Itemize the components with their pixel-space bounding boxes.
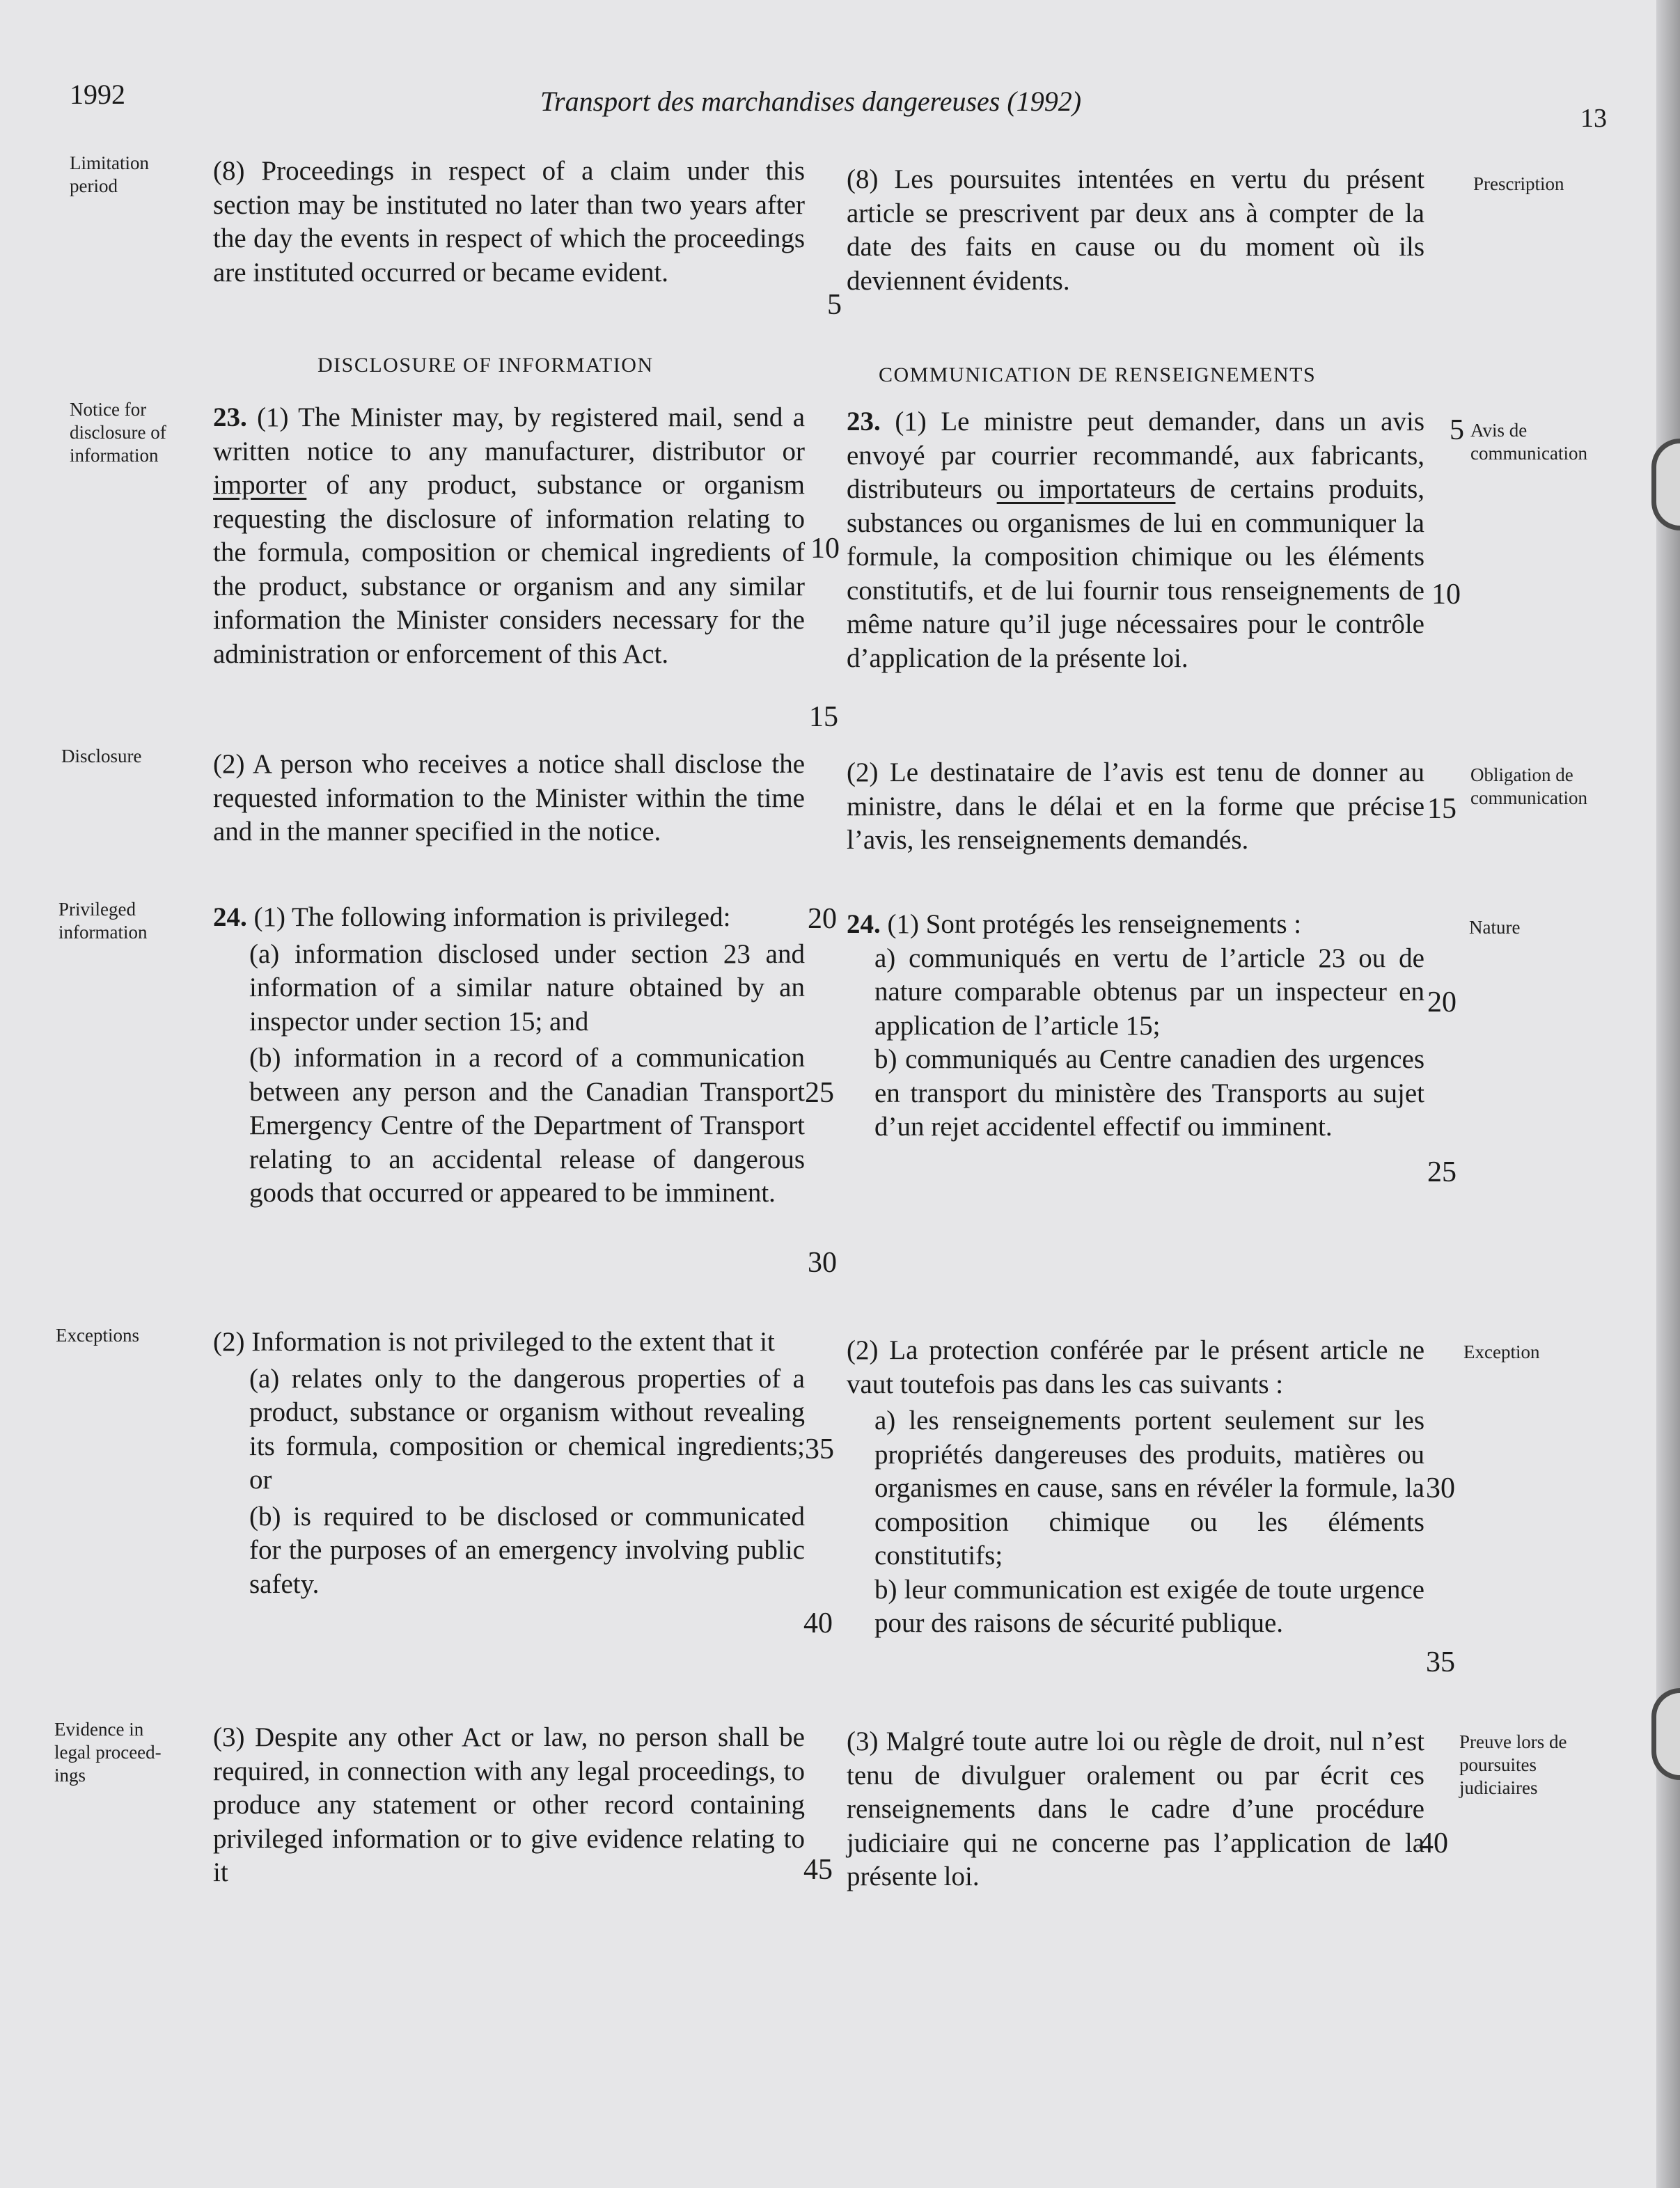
line-number-fr-30: 30 xyxy=(1426,1472,1455,1504)
fr-para-24-1-a: a) communiqués en vertu de l’article 23 ou de nature comparable obtenus par un inspecteur en application de l’article 15; xyxy=(874,943,1424,1041)
page-number: 13 xyxy=(1580,104,1607,133)
heading-communication-renseignements: COMMUNICATION DE RENSEIGNEMENTS xyxy=(879,363,1317,386)
header-title: Transport des marchandises dangereuses (1992) xyxy=(540,86,1082,117)
french-s24 xyxy=(847,908,1424,1144)
line-number-fr-5: 5 xyxy=(1450,414,1464,446)
line-number-fr-10: 10 xyxy=(1431,579,1461,611)
en-section-24-2: (2) Information is not privileged to the extent that it xyxy=(213,1327,775,1357)
margin-note-prescription: Prescription xyxy=(1473,173,1564,194)
en-section-23-number: 23. xyxy=(213,402,247,432)
page-edge xyxy=(1656,0,1680,2188)
english-s24-2 xyxy=(213,1325,805,1601)
binding-ring-lower xyxy=(1651,1688,1680,1780)
heading-disclosure-of-information: DISCLOSURE OF INFORMATION xyxy=(317,354,654,377)
french-s23 xyxy=(847,405,1424,675)
fr-subsection-8: (8) Les poursuites intentées en vertu du présent article se prescrivent par deux ans à compter de la date des faits en cause ou du moment où ils deviennent évidents. xyxy=(847,164,1424,296)
en-para-24-2-a: (a) relates only to the dangerous properties of a product, substance or organism without revealing its formula, composition or chemical ingredients; or xyxy=(249,1363,805,1495)
fr-section-23-number: 23. xyxy=(847,407,881,436)
line-number-en-35: 35 xyxy=(805,1433,834,1465)
line-number-fr-40: 40 xyxy=(1419,1827,1448,1859)
fr-para-24-2-b: b) leur communication est exigée de toute urgence pour des raisons de sécurité publique. xyxy=(874,1574,1424,1638)
french-s24-2 xyxy=(847,1334,1424,1641)
line-number-en-10: 10 xyxy=(810,533,840,565)
margin-note-limitation-period: Limitation period xyxy=(70,152,149,196)
binding-ring-upper xyxy=(1651,439,1680,530)
margin-note-obligation-communication: Obligation de communication xyxy=(1470,764,1587,808)
line-number-en-5: 5 xyxy=(827,289,842,321)
english-s23 xyxy=(213,401,805,671)
en-section-24-number: 24. xyxy=(213,902,247,932)
fr-section-24-2: (2) La protection conférée par le présent article ne vaut toutefois pas dans les cas suivants : xyxy=(847,1335,1424,1399)
line-number-en-15: 15 xyxy=(809,701,838,733)
en-para-24-1-b: (b) information in a record of a communication between any person and the Canadian Transport Emergency Centre of the Department of Transport relating to an accidental release of dangerous goods that occurred or appeared to be imminent. xyxy=(249,1043,805,1208)
margin-note-preuve: Preuve lors de poursuites judiciaires xyxy=(1459,1731,1567,1798)
margin-note-notice-disclosure: Notice for disclosure of information xyxy=(70,399,166,466)
fr-section-24-number: 24. xyxy=(847,909,881,939)
line-number-en-20: 20 xyxy=(808,903,837,935)
margin-note-privileged-information: Privileged information xyxy=(58,899,148,943)
margin-note-evidence: Evidence in legal proceed- ings xyxy=(54,1719,162,1786)
en-section-23-1: 23. (1) The Minister may, by registered mail, send a written notice to any manufacturer, distributor or importer of any product, substance or organism requesting the disclosure of information relating to the formula, composition or chemical ingredients of the product, substance or organism and any similar information the Minister considers necessary for the administration or enforcement of this Act. xyxy=(213,402,806,669)
en-subsection-8: (8) Proceedings in respect of a claim under this section may be instituted no later than two years after the day the events in respect of which the proceedings are instituted occurred or became evident. xyxy=(213,156,805,288)
line-number-fr-20: 20 xyxy=(1427,986,1457,1018)
margin-note-nature: Nature xyxy=(1469,917,1521,938)
english-s24 xyxy=(213,901,805,1211)
fr-para-24-2-a: a) les renseignements portent seulement sur les propriétés dangereuses des produits, matières ou organismes en cause, sans en révéler la formule, la composition chimique ou les éléments constitutifs; xyxy=(874,1406,1424,1571)
margin-note-exceptions: Exceptions xyxy=(56,1325,139,1346)
french-s24-3 xyxy=(847,1725,1424,1894)
en-underlined-importer: importer xyxy=(213,470,307,500)
fr-section-23-1: 23. (1) Le ministre peut demander, dans un avis envoyé par courrier recommandé, aux fabricants, distributeurs ou importateurs de certains produits, substances ou organismes de lui en communiquer la formule, la composition chimique ou les éléments constitutifs, et de lui fournir tous renseignements de même nature qu’il juge nécessaires pour le contrôle d’application de la présente loi. xyxy=(847,407,1425,673)
line-number-fr-15: 15 xyxy=(1427,793,1457,825)
header-year: 1992 xyxy=(70,79,125,110)
en-section-24-3: (3) Despite any other Act or law, no person shall be required, in connection with any legal proceedings, to produce any statement or other record containing privileged information or to give evidence relating to it xyxy=(213,1722,805,1887)
line-number-en-45: 45 xyxy=(803,1854,833,1886)
margin-note-avis-communication: Avis de communication xyxy=(1470,420,1587,464)
line-number-en-25: 25 xyxy=(805,1077,834,1109)
line-number-en-30: 30 xyxy=(808,1247,837,1279)
line-number-fr-35: 35 xyxy=(1426,1646,1455,1678)
margin-note-exception: Exception xyxy=(1463,1341,1540,1362)
en-section-23-2: (2) A person who receives a notice shall disclose the requested information to the Minister within the time and in the manner specified in the notice. xyxy=(213,749,805,847)
en-para-24-2-b: (b) is required to be disclosed or communicated for the purposes of an emergency involving public safety. xyxy=(249,1501,805,1599)
fr-section-23-2: (2) Le destinataire de l’avis est tenu de donner au ministre, dans le délai et en la forme que précise l’avis, les renseignements demandés. xyxy=(847,757,1424,855)
line-number-fr-25: 25 xyxy=(1427,1156,1457,1188)
french-s8 xyxy=(847,163,1424,298)
french-s23-2 xyxy=(847,756,1424,858)
en-section-24-1: 24. (1) The following information is privileged: xyxy=(213,902,731,932)
fr-underlined-importateurs: ou importateurs xyxy=(996,474,1176,504)
fr-para-24-1-b: b) communiqués au Centre canadien des urgences en transport du ministère des Transports au sujet d’un rejet accidentel effectif ou imminent. xyxy=(874,1044,1424,1142)
english-s24-3 xyxy=(213,1721,805,1890)
english-s8 xyxy=(213,155,805,290)
margin-note-disclosure: Disclosure xyxy=(61,746,142,766)
en-para-24-1-a: (a) information disclosed under section 23 and information of a similar nature obtained by an inspector under section 15; and xyxy=(249,938,805,1037)
fr-section-24-3: (3) Malgré toute autre loi ou règle de droit, nul n’est tenu de divulguer oralement ou par écrit ces renseignements dans le cadre d’une procédure judiciaire qui ne concerne pas l’application de la présente loi. xyxy=(847,1726,1424,1891)
fr-section-24-1: 24. (1) Sont protégés les renseignements : xyxy=(847,909,1302,939)
line-number-en-40: 40 xyxy=(803,1607,833,1639)
english-s23-2 xyxy=(213,748,805,849)
